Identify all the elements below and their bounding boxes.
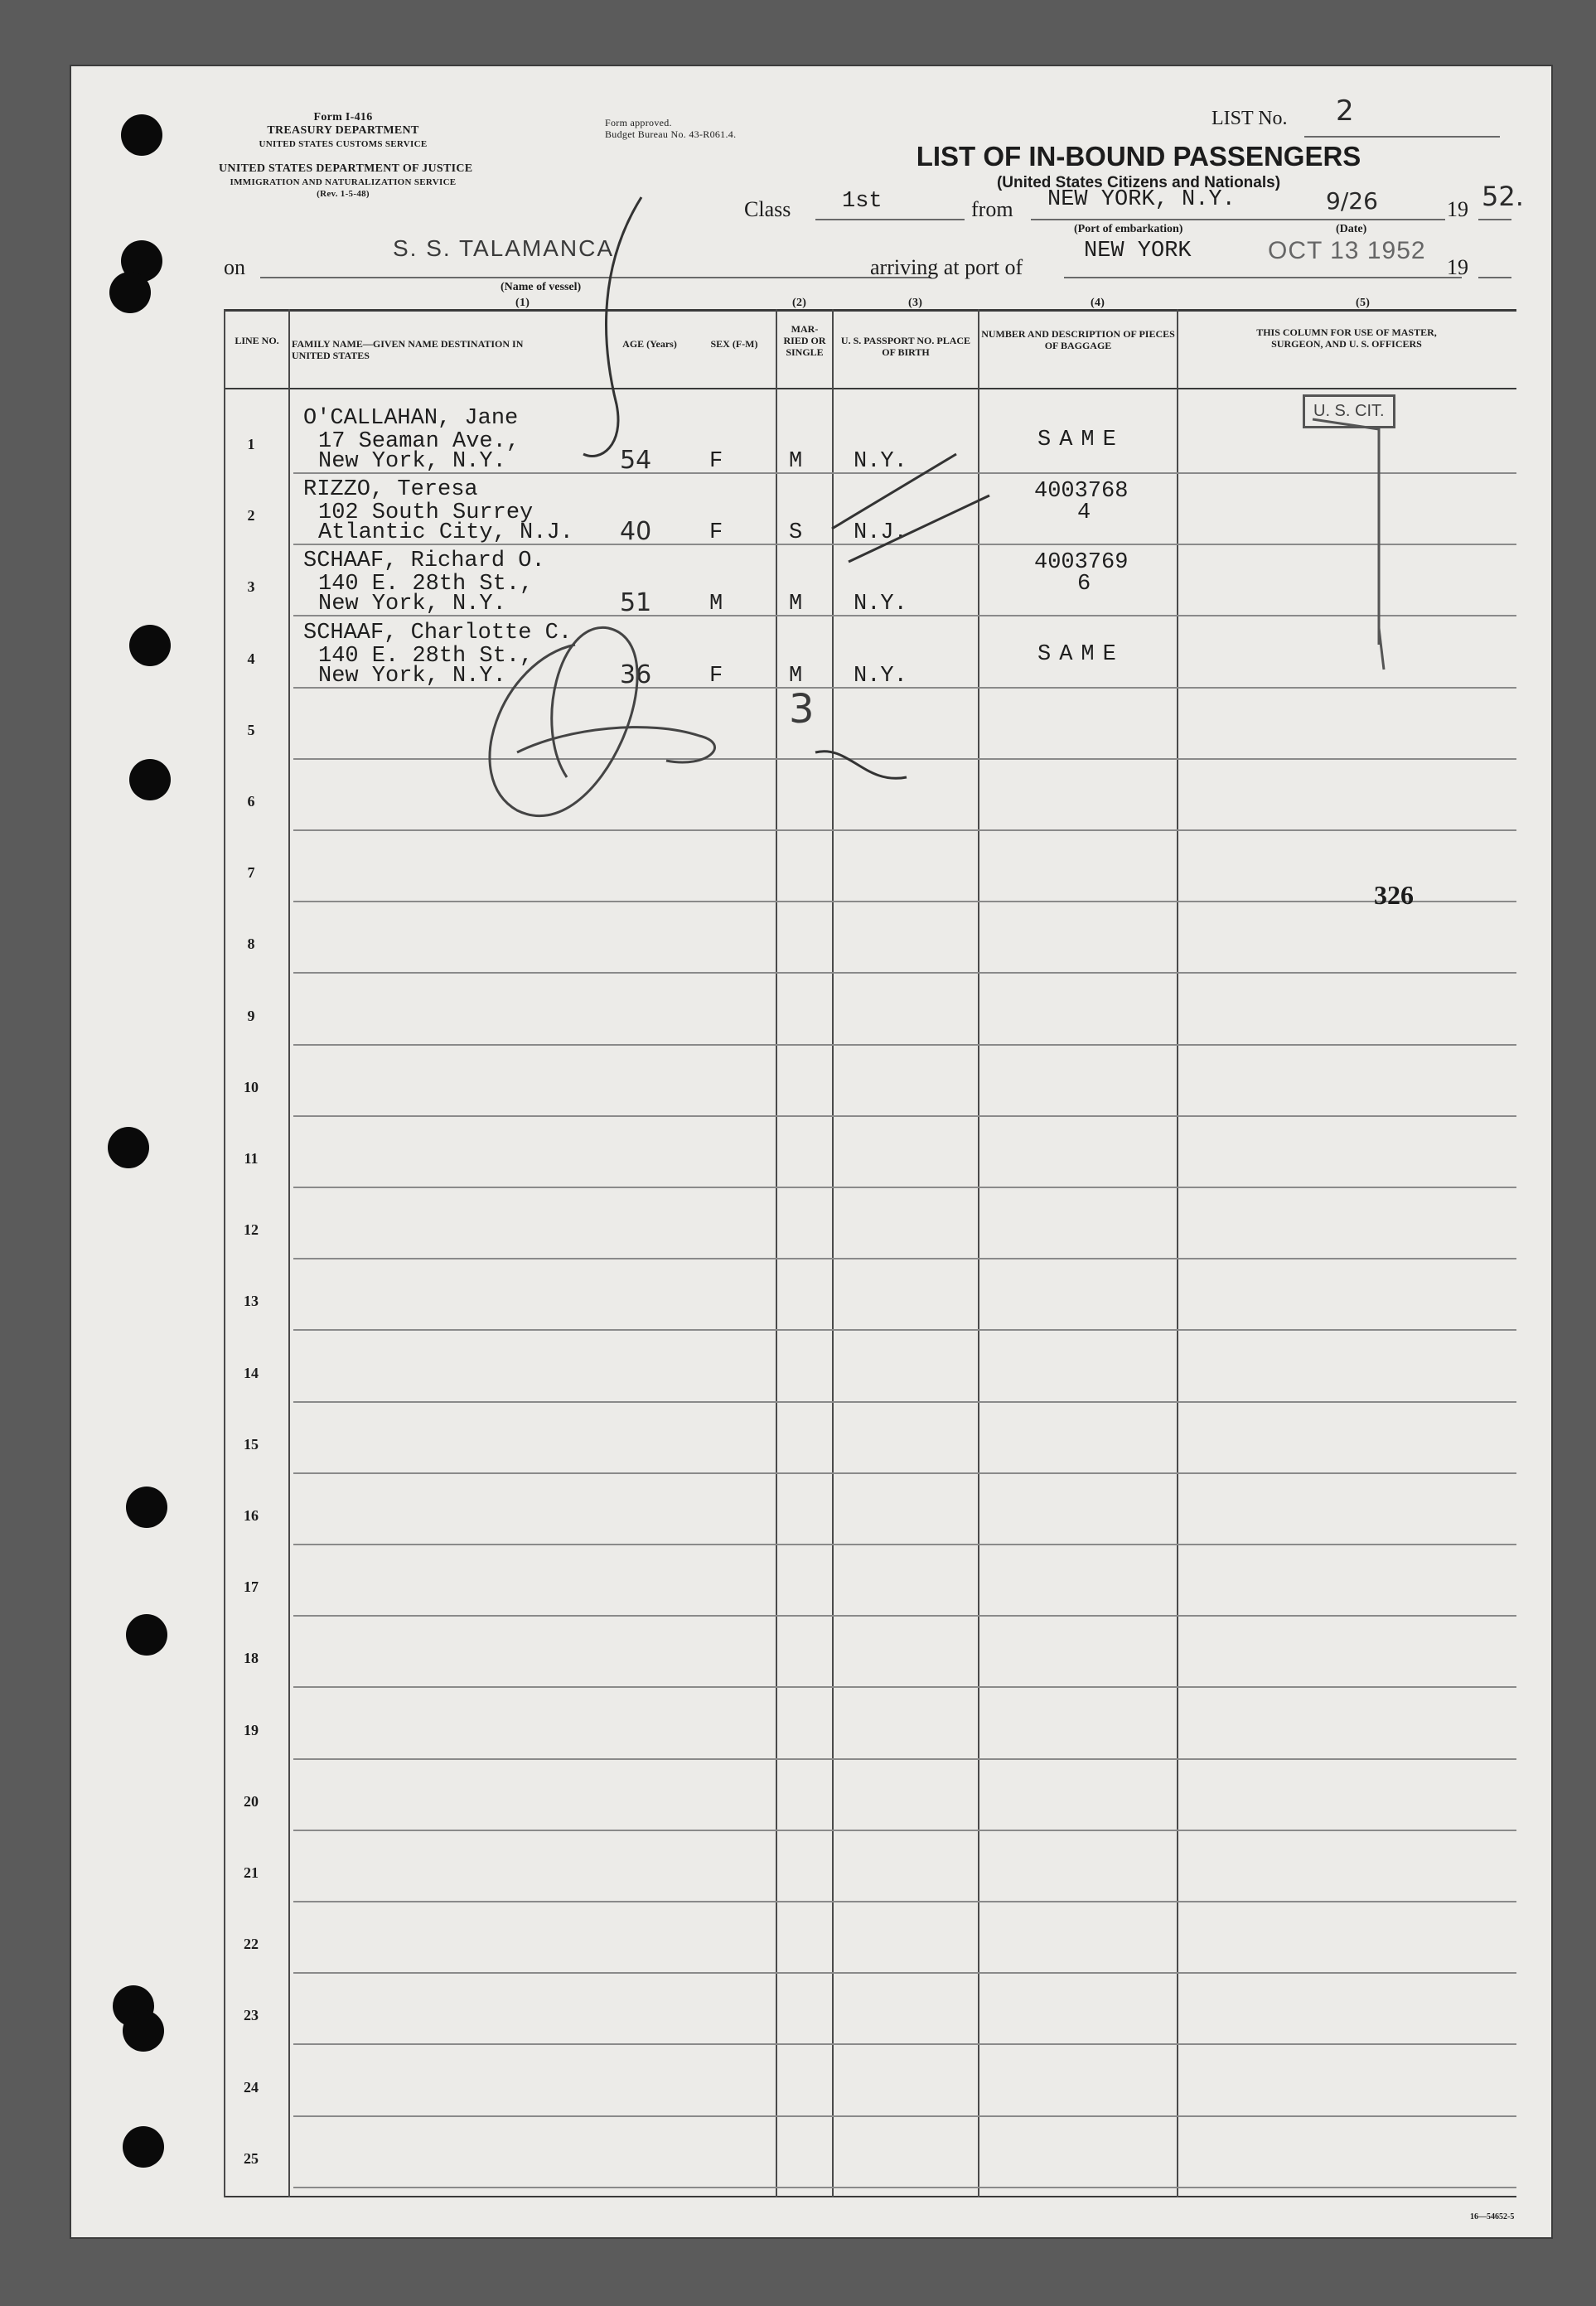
from-value: NEW YORK, N.Y. [1047, 187, 1236, 212]
list-no-value: 2 [1336, 94, 1354, 128]
line-number: 25 [244, 2149, 259, 2167]
line-number: 22 [244, 1936, 259, 1953]
year-prefix-2: 19 [1447, 255, 1468, 279]
line-number: 19 [244, 1721, 259, 1738]
passenger-sex: F [709, 520, 723, 546]
passenger-birthplace: N.Y. [854, 663, 907, 689]
passenger-address: 140 E. 28th St., [318, 572, 534, 597]
immigration-service: IMMIGRATION AND NATURALIZATION SERVICE [230, 177, 457, 187]
check-stroke [832, 454, 956, 529]
from-label: from [971, 197, 1013, 221]
line-number: 12 [244, 1221, 259, 1239]
passenger-address: 17 Seaman Ave., [318, 429, 520, 454]
line-number: 21 [244, 1864, 259, 1881]
col-header-line: LINE NO. [235, 335, 279, 346]
col-header-passport: U. S. PASSPORT NO. PLACE OF BIRTH [840, 335, 971, 358]
signature-scrawl [490, 627, 637, 815]
handwritten-note: 3 [789, 686, 815, 732]
passenger-sex: F [709, 449, 723, 474]
check-stroke [1313, 419, 1379, 645]
line-number: 3 [247, 578, 255, 596]
line-number: 18 [244, 1650, 259, 1667]
baggage-number: 4003769 [1034, 550, 1129, 576]
departure-date: 9/26 [1326, 187, 1378, 215]
passenger-birthplace: N.Y. [854, 449, 907, 474]
passenger-city: New York, N.Y. [318, 663, 506, 689]
line-number: 5 [247, 721, 255, 738]
line-number: 6 [247, 793, 255, 810]
col-header-sex: SEX (F-M) [710, 338, 758, 350]
passenger-marital-status: M [789, 449, 803, 474]
line-number: 20 [244, 1792, 259, 1810]
arrival-date-stamp: OCT 13 1952 [1268, 237, 1426, 264]
line-number: 14 [244, 1364, 259, 1381]
passenger-address: 140 E. 28th St., [318, 643, 534, 669]
passenger-address: 102 South Surrey [318, 500, 534, 526]
manifest-sheet [70, 65, 1553, 2239]
passenger-sex: M [709, 592, 723, 617]
list-no-label: LIST No. [1212, 108, 1288, 129]
check-stroke [1379, 628, 1384, 670]
passenger-name: RIZZO, Teresa [303, 477, 478, 503]
signature-scrawl [517, 728, 715, 762]
passenger-birthplace: N.J. [854, 520, 907, 546]
col-header-married: MAR-RIED OR SINGLE [783, 323, 826, 358]
line-number: 11 [244, 1150, 259, 1167]
class-value: 1st [842, 189, 883, 214]
column-number: (3) [908, 297, 923, 309]
column-number: (4) [1091, 297, 1105, 309]
baggage-number: 4003768 [1034, 479, 1129, 505]
col-header-age: AGE (Years) [622, 338, 677, 350]
column-number: (2) [792, 297, 807, 309]
passenger-name: O'CALLAHAN, Jane [303, 406, 519, 431]
line-number: 10 [244, 1078, 259, 1095]
baggage-count: 6 [1077, 572, 1091, 597]
class-label: Class [744, 197, 791, 221]
page-number: 326 [1374, 880, 1414, 910]
customs-service: UNITED STATES CUSTOMS SERVICE [259, 139, 428, 149]
passenger-age: 54 [620, 446, 652, 475]
line-number: 8 [247, 935, 255, 953]
line-number: 23 [244, 2007, 259, 2024]
column-number: (5) [1356, 297, 1371, 309]
year-value: 52. [1482, 181, 1524, 212]
passenger-name: SCHAAF, Richard O. [303, 549, 545, 574]
passenger-city: New York, N.Y. [318, 449, 506, 474]
passenger-birthplace: N.Y. [854, 592, 907, 617]
passenger-age: 51 [620, 588, 652, 618]
line-number: 9 [247, 1007, 255, 1024]
passenger-sex: F [709, 663, 723, 689]
passenger-city: New York, N.Y. [318, 592, 506, 617]
passenger-name: SCHAAF, Charlotte C. [303, 620, 573, 645]
col-header-name: FAMILY NAME—GIVEN NAME DESTINATION IN UNITED STATES [292, 338, 524, 361]
line-number: 2 [247, 507, 255, 525]
baggage-count: 4 [1077, 500, 1091, 526]
line-number: 17 [244, 1578, 259, 1596]
line-number: 4 [247, 650, 255, 667]
baggage-description: SAME [1037, 428, 1124, 452]
date-label: (Date) [1336, 223, 1367, 235]
page-title: LIST OF IN-BOUND PASSENGERS [916, 141, 1361, 172]
pen-stroke [815, 752, 907, 779]
passenger-marital-status: S [789, 520, 803, 546]
line-number: 1 [247, 436, 255, 452]
passenger-city: Atlantic City, N.J. [318, 520, 573, 546]
passenger-marital-status: M [789, 663, 803, 689]
on-label: on [224, 255, 245, 279]
treasury-department: TREASURY DEPARTMENT [267, 124, 419, 137]
us-citizen-stamp: U. S. CIT. [1303, 394, 1395, 428]
passenger-marital-status: M [789, 592, 803, 617]
line-number: 13 [244, 1293, 259, 1310]
line-number: 7 [247, 864, 255, 882]
justice-department: UNITED STATES DEPARTMENT OF JUSTICE [219, 162, 473, 175]
budget-bureau: Budget Bureau No. 43-R061.4. [605, 128, 737, 140]
col-header-officers: THIS COLUMN FOR USE OF MASTER, SURGEON, AND U. S. OFFICERS [1256, 326, 1437, 350]
pen-stroke [583, 197, 641, 457]
line-number: 24 [244, 2078, 259, 2096]
form-number: Form I-416 [313, 111, 373, 123]
handwritten-marks [70, 65, 1553, 2239]
baggage-description: SAME [1037, 641, 1124, 667]
arrival-port: NEW YORK [1084, 239, 1192, 263]
print-code: 16—54652-5 [1470, 2212, 1515, 2221]
year-prefix: 19 [1447, 197, 1468, 221]
column-number: (1) [515, 297, 530, 309]
vessel-name: S. S. TALAMANCA [393, 235, 615, 261]
passenger-age: 40 [620, 517, 652, 547]
col-header-baggage: NUMBER AND DESCRIPTION OF PIECES OF BAGGAGE [981, 328, 1175, 351]
passenger-age: 36 [620, 660, 652, 689]
revision: (Rev. 1-5-48) [317, 189, 370, 199]
page-subtitle: (United States Citizens and Nationals) [996, 174, 1281, 191]
port-embark-label: (Port of embarkation) [1074, 223, 1183, 235]
form-approved: Form approved. [605, 117, 672, 128]
vessel-label: (Name of vessel) [501, 281, 582, 293]
arriving-label: arriving at port of [870, 255, 1023, 279]
line-number: 15 [244, 1435, 259, 1453]
line-number: 16 [244, 1507, 259, 1524]
